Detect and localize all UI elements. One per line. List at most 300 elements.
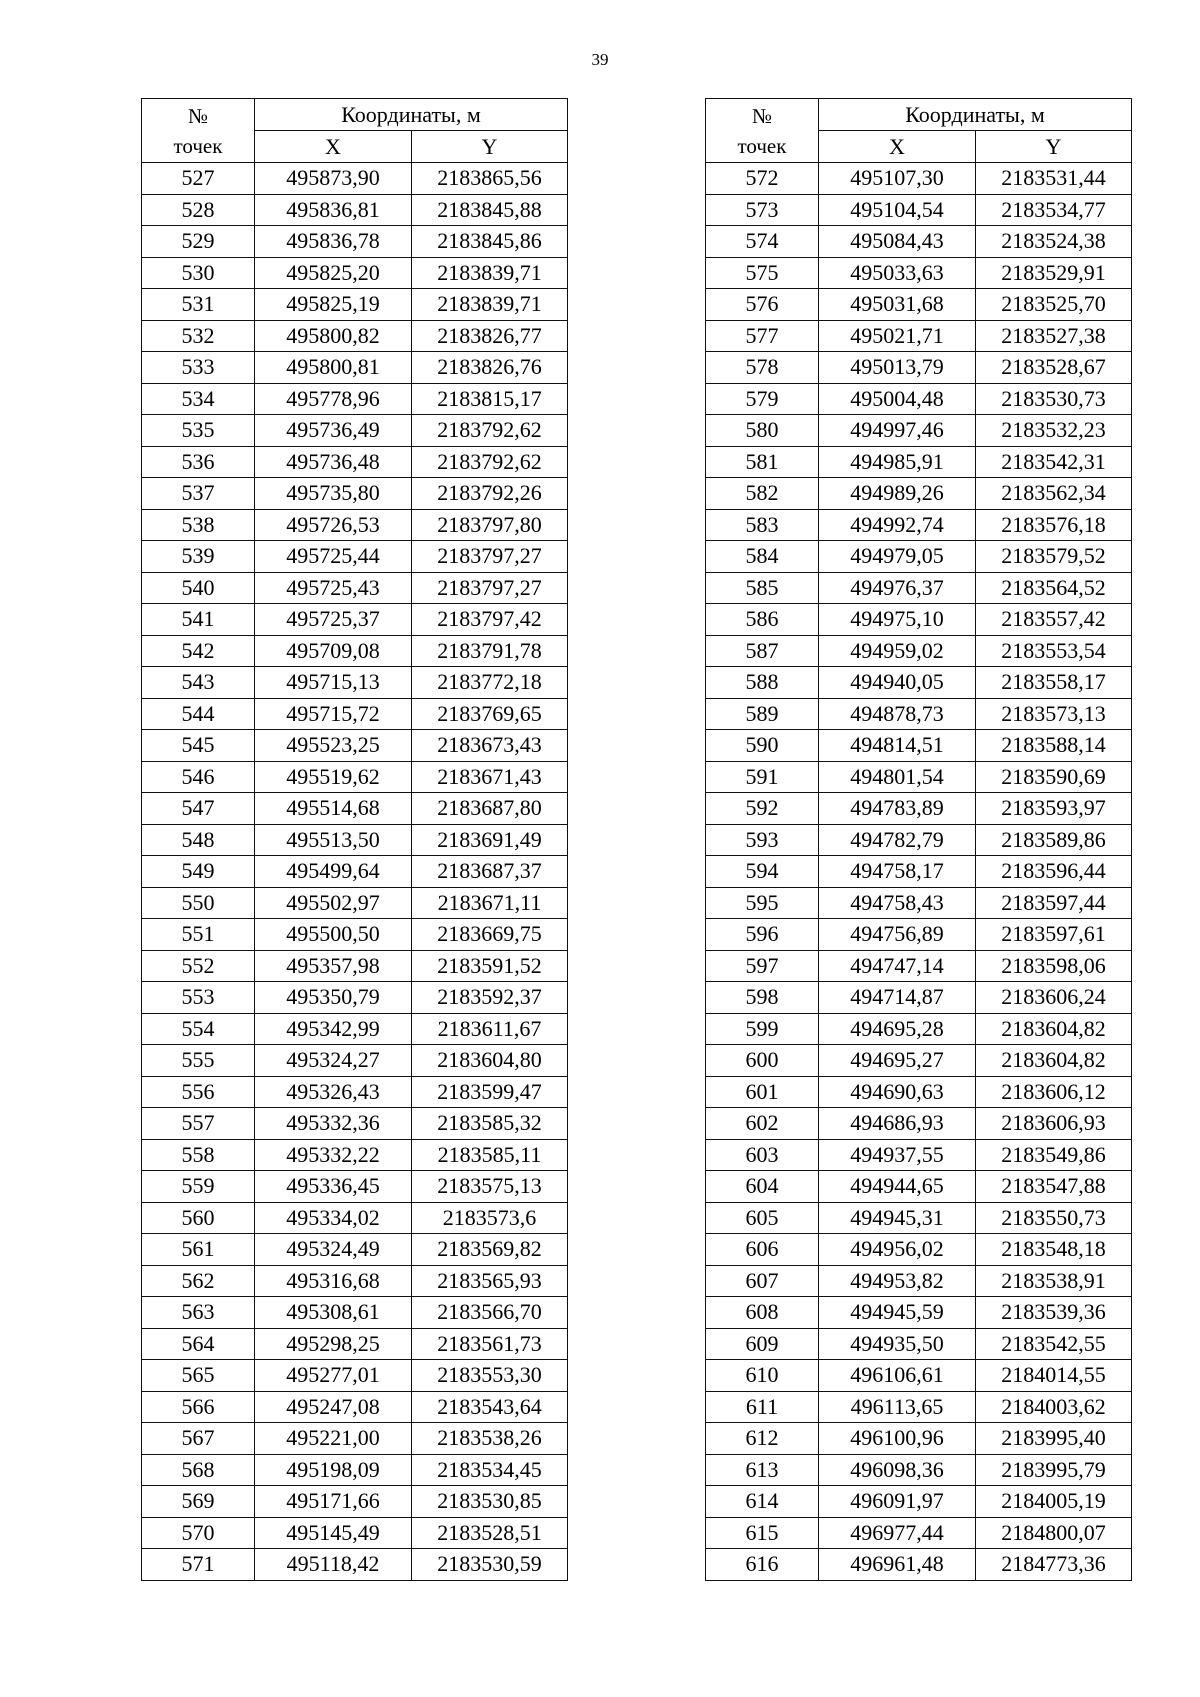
point-number-cell: 581 <box>706 446 819 478</box>
x-coordinate-cell: 494695,28 <box>819 1013 976 1045</box>
point-number-cell: 531 <box>142 289 255 321</box>
table-row <box>706 1013 1132 1045</box>
x-coordinate-cell: 494783,89 <box>819 793 976 825</box>
y-coordinate-cell: 2183542,31 <box>976 446 1132 478</box>
table-row <box>706 478 1132 510</box>
table-row <box>706 1234 1132 1266</box>
x-coordinate-cell: 495523,25 <box>255 730 412 762</box>
y-coordinate-cell: 2184014,55 <box>976 1360 1132 1392</box>
y-coordinate-cell: 2183826,77 <box>412 320 568 352</box>
x-coordinate-cell: 495084,43 <box>819 226 976 258</box>
x-coordinate-cell: 495725,43 <box>255 572 412 604</box>
x-coordinate-cell: 494959,02 <box>819 635 976 667</box>
x-coordinate-cell: 495736,48 <box>255 446 412 478</box>
number-sign: № <box>187 103 209 128</box>
x-coordinate-cell: 495513,50 <box>255 824 412 856</box>
point-number-cell: 601 <box>706 1076 819 1108</box>
table-row <box>142 1265 568 1297</box>
table-row <box>142 604 568 636</box>
page-number: 39 <box>591 50 609 69</box>
y-coordinate-cell: 2183769,65 <box>412 698 568 730</box>
x-coordinate-cell: 495334,02 <box>255 1202 412 1234</box>
point-number-cell: 556 <box>142 1076 255 1108</box>
table-row <box>142 1139 568 1171</box>
x-coordinate-cell: 495308,61 <box>255 1297 412 1329</box>
table-row <box>142 289 568 321</box>
table-row <box>142 1013 568 1045</box>
table-row <box>706 761 1132 793</box>
point-number-cell: 584 <box>706 541 819 573</box>
y-coordinate-cell: 2184003,62 <box>976 1391 1132 1423</box>
points-label: точек <box>737 133 787 158</box>
y-coordinate-cell: 2183797,42 <box>412 604 568 636</box>
table-row <box>706 635 1132 667</box>
point-number-cell: 575 <box>706 257 819 289</box>
x-coordinate-cell: 494935,50 <box>819 1328 976 1360</box>
point-number-cell: 608 <box>706 1297 819 1329</box>
y-coordinate-cell: 2183599,47 <box>412 1076 568 1108</box>
table-row <box>142 446 568 478</box>
table-row <box>142 572 568 604</box>
point-number-cell: 582 <box>706 478 819 510</box>
table-row <box>706 1297 1132 1329</box>
table-row <box>142 635 568 667</box>
y-coordinate-cell: 2183826,76 <box>412 352 568 384</box>
table-row <box>706 856 1132 888</box>
table-row <box>706 415 1132 447</box>
x-coordinate-cell: 495519,62 <box>255 761 412 793</box>
y-coordinate-cell: 2183524,38 <box>976 226 1132 258</box>
y-coordinate-cell: 2183525,70 <box>976 289 1132 321</box>
point-number-cell: 578 <box>706 352 819 384</box>
table-row <box>706 1549 1132 1581</box>
y-coordinate-cell: 2183538,26 <box>412 1423 568 1455</box>
y-coordinate-cell: 2183534,77 <box>976 194 1132 226</box>
table-row <box>142 1202 568 1234</box>
table-row <box>706 950 1132 982</box>
point-number-cell: 570 <box>142 1517 255 1549</box>
x-coordinate-cell: 496098,36 <box>819 1454 976 1486</box>
point-number-cell: 597 <box>706 950 819 982</box>
x-coordinate-cell: 495316,68 <box>255 1265 412 1297</box>
y-coordinate-cell: 2183579,52 <box>976 541 1132 573</box>
table-row <box>142 1076 568 1108</box>
x-coordinate-cell: 494953,82 <box>819 1265 976 1297</box>
point-number-cell: 613 <box>706 1454 819 1486</box>
point-number-cell: 555 <box>142 1045 255 1077</box>
y-coordinate-cell: 2183549,86 <box>976 1139 1132 1171</box>
point-number-cell: 606 <box>706 1234 819 1266</box>
y-coordinate-cell: 2183687,80 <box>412 793 568 825</box>
x-header: X <box>819 131 976 163</box>
x-coordinate-cell: 495171,66 <box>255 1486 412 1518</box>
table-row <box>706 541 1132 573</box>
x-coordinate-cell: 495326,43 <box>255 1076 412 1108</box>
x-coordinate-cell: 494976,37 <box>819 572 976 604</box>
y-coordinate-cell: 2184005,19 <box>976 1486 1132 1518</box>
y-coordinate-cell: 2183592,37 <box>412 982 568 1014</box>
x-coordinate-cell: 495332,36 <box>255 1108 412 1140</box>
table-row <box>142 320 568 352</box>
y-coordinate-cell: 2183590,69 <box>976 761 1132 793</box>
table-row <box>142 698 568 730</box>
table-row <box>706 383 1132 415</box>
table-row <box>706 698 1132 730</box>
table-row <box>706 352 1132 384</box>
y-coordinate-cell: 2183797,80 <box>412 509 568 541</box>
x-coordinate-cell: 495715,13 <box>255 667 412 699</box>
x-coordinate-cell: 495800,82 <box>255 320 412 352</box>
x-coordinate-cell: 495247,08 <box>255 1391 412 1423</box>
table-row <box>706 1265 1132 1297</box>
table-row <box>706 887 1132 919</box>
table-row <box>706 1202 1132 1234</box>
x-coordinate-cell: 496977,44 <box>819 1517 976 1549</box>
x-coordinate-cell: 494992,74 <box>819 509 976 541</box>
table-row <box>706 1108 1132 1140</box>
y-coordinate-cell: 2183606,12 <box>976 1076 1132 1108</box>
point-number-cell: 600 <box>706 1045 819 1077</box>
y-coordinate-cell: 2183604,82 <box>976 1045 1132 1077</box>
x-coordinate-cell: 495836,78 <box>255 226 412 258</box>
y-coordinate-cell: 2183604,80 <box>412 1045 568 1077</box>
x-coordinate-cell: 495031,68 <box>819 289 976 321</box>
y-coordinate-cell: 2183815,17 <box>412 383 568 415</box>
point-number-cell: 583 <box>706 509 819 541</box>
point-number-cell: 529 <box>142 226 255 258</box>
point-number-cell: 553 <box>142 982 255 1014</box>
point-number-cell: 615 <box>706 1517 819 1549</box>
x-coordinate-cell: 495013,79 <box>819 352 976 384</box>
y-coordinate-cell: 2183565,93 <box>412 1265 568 1297</box>
point-number-cell: 598 <box>706 982 819 1014</box>
x-coordinate-cell: 494690,63 <box>819 1076 976 1108</box>
x-coordinate-cell: 494878,73 <box>819 698 976 730</box>
table-row <box>142 1108 568 1140</box>
table-row <box>142 163 568 195</box>
x-coordinate-cell: 496113,65 <box>819 1391 976 1423</box>
point-number-cell: 586 <box>706 604 819 636</box>
y-coordinate-cell: 2183792,62 <box>412 446 568 478</box>
y-header: Y <box>976 131 1132 163</box>
y-coordinate-cell: 2183687,37 <box>412 856 568 888</box>
point-number-cell: 562 <box>142 1265 255 1297</box>
x-coordinate-cell: 495324,49 <box>255 1234 412 1266</box>
y-coordinate-cell: 2183797,27 <box>412 572 568 604</box>
x-coordinate-cell: 494758,43 <box>819 887 976 919</box>
y-coordinate-cell: 2183558,17 <box>976 667 1132 699</box>
point-number-cell: 589 <box>706 698 819 730</box>
point-number-cell: 559 <box>142 1171 255 1203</box>
point-number-cell: 587 <box>706 635 819 667</box>
x-coordinate-cell: 495836,81 <box>255 194 412 226</box>
x-coordinate-cell: 494758,17 <box>819 856 976 888</box>
point-number-cell: 590 <box>706 730 819 762</box>
table-row <box>142 793 568 825</box>
x-coordinate-cell: 496100,96 <box>819 1423 976 1455</box>
point-number-cell: 579 <box>706 383 819 415</box>
x-coordinate-cell: 495298,25 <box>255 1328 412 1360</box>
x-coordinate-cell: 496091,97 <box>819 1486 976 1518</box>
y-coordinate-cell: 2183845,88 <box>412 194 568 226</box>
x-coordinate-cell: 494997,46 <box>819 415 976 447</box>
x-header: X <box>255 131 412 163</box>
x-coordinate-cell: 494714,87 <box>819 982 976 1014</box>
x-coordinate-cell: 494975,10 <box>819 604 976 636</box>
y-coordinate-cell: 2183611,67 <box>412 1013 568 1045</box>
x-coordinate-cell: 495004,48 <box>819 383 976 415</box>
point-number-cell: 596 <box>706 919 819 951</box>
table-row <box>706 320 1132 352</box>
y-coordinate-cell: 2183671,11 <box>412 887 568 919</box>
x-coordinate-cell: 494782,79 <box>819 824 976 856</box>
y-coordinate-cell: 2183561,73 <box>412 1328 568 1360</box>
x-coordinate-cell: 494985,91 <box>819 446 976 478</box>
point-number-cell: 609 <box>706 1328 819 1360</box>
x-coordinate-cell: 494956,02 <box>819 1234 976 1266</box>
point-number-cell: 552 <box>142 950 255 982</box>
x-coordinate-cell: 495725,44 <box>255 541 412 573</box>
point-number-cell: 539 <box>142 541 255 573</box>
point-number-cell: 558 <box>142 1139 255 1171</box>
point-number-cell: 592 <box>706 793 819 825</box>
table-row <box>142 919 568 951</box>
point-number-cell: 614 <box>706 1486 819 1518</box>
point-number-cell: 568 <box>142 1454 255 1486</box>
y-coordinate-cell: 2183792,26 <box>412 478 568 510</box>
point-number-cell: 612 <box>706 1423 819 1455</box>
y-coordinate-cell: 2183527,38 <box>976 320 1132 352</box>
point-number-cell: 563 <box>142 1297 255 1329</box>
table-row <box>706 919 1132 951</box>
x-coordinate-cell: 495145,49 <box>255 1517 412 1549</box>
point-number-cell: 537 <box>142 478 255 510</box>
point-number-cell: 585 <box>706 572 819 604</box>
y-coordinate-cell: 2183530,85 <box>412 1486 568 1518</box>
table-row <box>706 1517 1132 1549</box>
table-row <box>142 824 568 856</box>
point-number-cell: 543 <box>142 667 255 699</box>
point-number-cell: 572 <box>706 163 819 195</box>
y-coordinate-cell: 2183791,78 <box>412 635 568 667</box>
x-coordinate-cell: 494937,55 <box>819 1139 976 1171</box>
y-coordinate-cell: 2183532,23 <box>976 415 1132 447</box>
table-row <box>142 1486 568 1518</box>
table-row <box>142 226 568 258</box>
table-row <box>142 478 568 510</box>
point-number-cell: 571 <box>142 1549 255 1581</box>
table-row <box>142 730 568 762</box>
table-row <box>142 352 568 384</box>
table-row <box>142 415 568 447</box>
x-coordinate-cell: 495107,30 <box>819 163 976 195</box>
y-coordinate-cell: 2183553,30 <box>412 1360 568 1392</box>
point-number-cell: 549 <box>142 856 255 888</box>
y-coordinate-cell: 2183562,34 <box>976 478 1132 510</box>
coordinates-table-right <box>705 98 1132 1581</box>
table-row <box>706 1391 1132 1423</box>
table-row <box>142 1517 568 1549</box>
table-row <box>142 1171 568 1203</box>
point-number-header <box>142 99 255 163</box>
x-coordinate-cell: 494945,31 <box>819 1202 976 1234</box>
point-number-cell: 566 <box>142 1391 255 1423</box>
table-row <box>706 572 1132 604</box>
y-coordinate-cell: 2183598,06 <box>976 950 1132 982</box>
y-coordinate-cell: 2183865,56 <box>412 163 568 195</box>
x-coordinate-cell: 494756,89 <box>819 919 976 951</box>
point-number-cell: 542 <box>142 635 255 667</box>
table-row <box>706 509 1132 541</box>
x-coordinate-cell: 495735,80 <box>255 478 412 510</box>
point-number-cell: 569 <box>142 1486 255 1518</box>
x-coordinate-cell: 496961,48 <box>819 1549 976 1581</box>
table-row <box>142 1423 568 1455</box>
table-row <box>706 163 1132 195</box>
x-coordinate-cell: 495499,64 <box>255 856 412 888</box>
y-coordinate-cell: 2183573,13 <box>976 698 1132 730</box>
table-row <box>706 1360 1132 1392</box>
y-coordinate-cell: 2183792,62 <box>412 415 568 447</box>
x-coordinate-cell: 495104,54 <box>819 194 976 226</box>
table-row <box>142 1297 568 1329</box>
x-coordinate-cell: 495500,50 <box>255 919 412 951</box>
y-coordinate-cell: 2183550,73 <box>976 1202 1132 1234</box>
y-coordinate-cell: 2183597,44 <box>976 887 1132 919</box>
point-number-cell: 536 <box>142 446 255 478</box>
point-number-cell: 550 <box>142 887 255 919</box>
y-coordinate-cell: 2183606,24 <box>976 982 1132 1014</box>
x-coordinate-cell: 495502,97 <box>255 887 412 919</box>
point-number-cell: 545 <box>142 730 255 762</box>
point-number-cell: 580 <box>706 415 819 447</box>
x-coordinate-cell: 494801,54 <box>819 761 976 793</box>
point-number-cell: 605 <box>706 1202 819 1234</box>
y-coordinate-cell: 2183539,36 <box>976 1297 1132 1329</box>
y-coordinate-cell: 2183593,97 <box>976 793 1132 825</box>
point-number-cell: 594 <box>706 856 819 888</box>
table-row <box>706 1139 1132 1171</box>
y-coordinate-cell: 2183573,6 <box>412 1202 568 1234</box>
x-coordinate-cell: 495778,96 <box>255 383 412 415</box>
table-row <box>706 730 1132 762</box>
table-row <box>706 257 1132 289</box>
table-row <box>142 1045 568 1077</box>
x-coordinate-cell: 495221,00 <box>255 1423 412 1455</box>
x-coordinate-cell: 494747,14 <box>819 950 976 982</box>
x-coordinate-cell: 494686,93 <box>819 1108 976 1140</box>
table-row <box>142 950 568 982</box>
point-number-cell: 548 <box>142 824 255 856</box>
y-coordinate-cell: 2184773,36 <box>976 1549 1132 1581</box>
point-number-cell: 546 <box>142 761 255 793</box>
y-coordinate-cell: 2183604,82 <box>976 1013 1132 1045</box>
x-coordinate-cell: 495825,20 <box>255 257 412 289</box>
x-coordinate-cell: 494979,05 <box>819 541 976 573</box>
table-row <box>706 1045 1132 1077</box>
x-coordinate-cell: 495726,53 <box>255 509 412 541</box>
y-coordinate-cell: 2183564,52 <box>976 572 1132 604</box>
point-number-cell: 588 <box>706 667 819 699</box>
y-coordinate-cell: 2183585,32 <box>412 1108 568 1140</box>
point-number-cell: 527 <box>142 163 255 195</box>
point-number-cell: 532 <box>142 320 255 352</box>
table-row <box>142 1328 568 1360</box>
y-coordinate-cell: 2183669,75 <box>412 919 568 951</box>
point-number-cell: 574 <box>706 226 819 258</box>
y-coordinate-cell: 2183528,67 <box>976 352 1132 384</box>
point-number-cell: 560 <box>142 1202 255 1234</box>
y-coordinate-cell: 2183995,79 <box>976 1454 1132 1486</box>
table-row <box>142 1454 568 1486</box>
table-row <box>142 541 568 573</box>
point-number-cell: 607 <box>706 1265 819 1297</box>
point-number-cell: 547 <box>142 793 255 825</box>
y-coordinate-cell: 2183585,11 <box>412 1139 568 1171</box>
y-coordinate-cell: 2183589,86 <box>976 824 1132 856</box>
x-coordinate-cell: 495715,72 <box>255 698 412 730</box>
table-row <box>142 856 568 888</box>
y-coordinate-cell: 2183772,18 <box>412 667 568 699</box>
x-coordinate-cell: 494695,27 <box>819 1045 976 1077</box>
x-coordinate-cell: 495336,45 <box>255 1171 412 1203</box>
point-number-cell: 567 <box>142 1423 255 1455</box>
point-number-cell: 576 <box>706 289 819 321</box>
x-coordinate-cell: 495825,19 <box>255 289 412 321</box>
y-coordinate-cell: 2183529,91 <box>976 257 1132 289</box>
table-row <box>142 761 568 793</box>
table-row <box>142 383 568 415</box>
x-coordinate-cell: 495800,81 <box>255 352 412 384</box>
coordinates-body-left <box>142 163 568 1581</box>
x-coordinate-cell: 495277,01 <box>255 1360 412 1392</box>
coordinates-table-left <box>141 98 568 1581</box>
y-coordinate-cell: 2183671,43 <box>412 761 568 793</box>
point-number-cell: 604 <box>706 1171 819 1203</box>
point-number-cell: 611 <box>706 1391 819 1423</box>
point-number-cell: 599 <box>706 1013 819 1045</box>
table-row <box>706 667 1132 699</box>
points-label: точек <box>173 133 223 158</box>
x-coordinate-cell: 495873,90 <box>255 163 412 195</box>
y-coordinate-cell: 2183557,42 <box>976 604 1132 636</box>
y-coordinate-cell: 2183591,52 <box>412 950 568 982</box>
table-row <box>706 604 1132 636</box>
y-coordinate-cell: 2183569,82 <box>412 1234 568 1266</box>
point-number-cell: 577 <box>706 320 819 352</box>
point-number-cell: 557 <box>142 1108 255 1140</box>
x-coordinate-cell: 495357,98 <box>255 950 412 982</box>
table-row <box>706 793 1132 825</box>
point-number-cell: 534 <box>142 383 255 415</box>
point-number-cell: 541 <box>142 604 255 636</box>
x-coordinate-cell: 495324,27 <box>255 1045 412 1077</box>
table-row <box>142 1549 568 1581</box>
y-coordinate-cell: 2183566,70 <box>412 1297 568 1329</box>
x-coordinate-cell: 495709,08 <box>255 635 412 667</box>
point-number-cell: 573 <box>706 194 819 226</box>
y-coordinate-cell: 2183534,45 <box>412 1454 568 1486</box>
point-number-cell: 561 <box>142 1234 255 1266</box>
coordinates-header: Координаты, м <box>255 99 568 131</box>
x-coordinate-cell: 495198,09 <box>255 1454 412 1486</box>
point-number-cell: 591 <box>706 761 819 793</box>
y-coordinate-cell: 2183575,13 <box>412 1171 568 1203</box>
table-row <box>706 226 1132 258</box>
x-coordinate-cell: 495021,71 <box>819 320 976 352</box>
point-number-cell: 535 <box>142 415 255 447</box>
y-coordinate-cell: 2183543,64 <box>412 1391 568 1423</box>
